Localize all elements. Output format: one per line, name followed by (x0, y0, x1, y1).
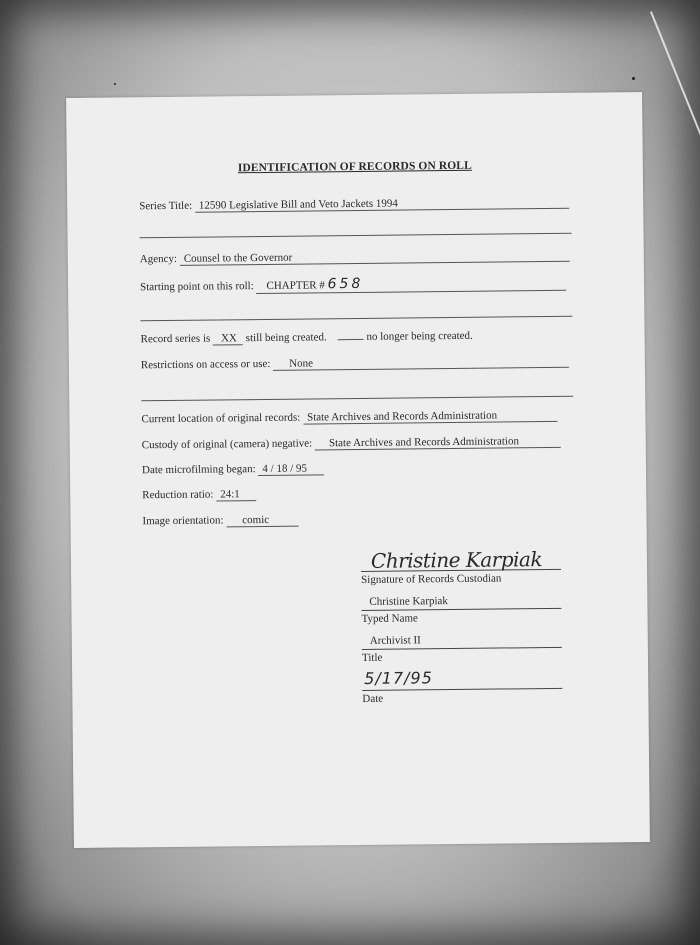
orientation-label: Image orientation: (142, 514, 224, 528)
reduction-label: Reduction ratio: (142, 488, 214, 502)
agency-label: Agency: (139, 252, 178, 266)
signature-line (361, 541, 561, 572)
date-began-row (142, 462, 325, 477)
date-began-value: 4 / 18 / 95 (258, 462, 324, 476)
custody-value: State Archives and Records Administration (315, 435, 561, 451)
reduction-value: 24:1 (216, 488, 256, 501)
signature-caption: Signature of Records Custodian (361, 572, 502, 586)
restrictions-value: None (273, 355, 569, 371)
signature-block (361, 541, 563, 705)
current-location-value: State Archives and Records Administration (303, 409, 557, 425)
orientation-row (142, 514, 298, 529)
date-began-label: Date microfilming began: (141, 463, 256, 477)
dust-speck (632, 77, 635, 80)
date-line (362, 666, 562, 691)
title-caption: Title (361, 651, 383, 664)
custody-label: Custody of original (camera) negative: (141, 437, 313, 452)
dust-speck (114, 83, 116, 85)
blank-line (140, 316, 572, 322)
typed-name-line (361, 590, 561, 611)
series-title-label: Series Title: (139, 199, 193, 213)
date-caption: Date (362, 692, 384, 705)
orientation-value: comic (226, 514, 298, 528)
still-created-text: still being created. (245, 331, 327, 345)
agency-value: Counsel to the Governor (180, 249, 570, 266)
form-title: IDENTIFICATION OF RECORDS ON ROLL (237, 159, 472, 175)
typed-name-value: Christine Karpiak (369, 595, 448, 608)
blank-line (141, 396, 573, 402)
typed-name-caption: Typed Name (361, 612, 418, 625)
restrictions-label: Restrictions on access or use: (140, 357, 271, 372)
blank-line (140, 233, 572, 239)
record-series-label: Record series is (140, 332, 211, 346)
custody-row (142, 435, 561, 452)
film-scratch (650, 11, 700, 137)
restrictions-row (141, 355, 569, 372)
starting-point-field (256, 274, 566, 294)
series-title-value: 12590 Legislative Bill and Veto Jackets 1994 (195, 196, 569, 213)
series-title-row (139, 196, 569, 213)
record-series-row (141, 330, 473, 346)
title-line (362, 629, 562, 650)
no-longer-text: no longer being created. (366, 329, 473, 343)
current-location-label: Current location of original records: (141, 411, 301, 426)
date-value: 5/17/95 (364, 668, 433, 688)
record-series-mark: XX (213, 332, 243, 345)
starting-point-handwritten: 658 (327, 275, 364, 293)
starting-point-value: CHAPTER # (266, 279, 325, 292)
signature-handwritten: Christine Karpiak (370, 547, 543, 573)
starting-point-label: Starting point on this roll: (140, 280, 254, 294)
starting-point-row (140, 274, 567, 295)
title-value: Archivist II (369, 634, 421, 647)
agency-row (140, 249, 570, 267)
no-longer-checkbox-line (338, 339, 364, 340)
reduction-row (142, 488, 256, 502)
current-location-row (141, 409, 557, 426)
records-form-page (66, 92, 650, 848)
